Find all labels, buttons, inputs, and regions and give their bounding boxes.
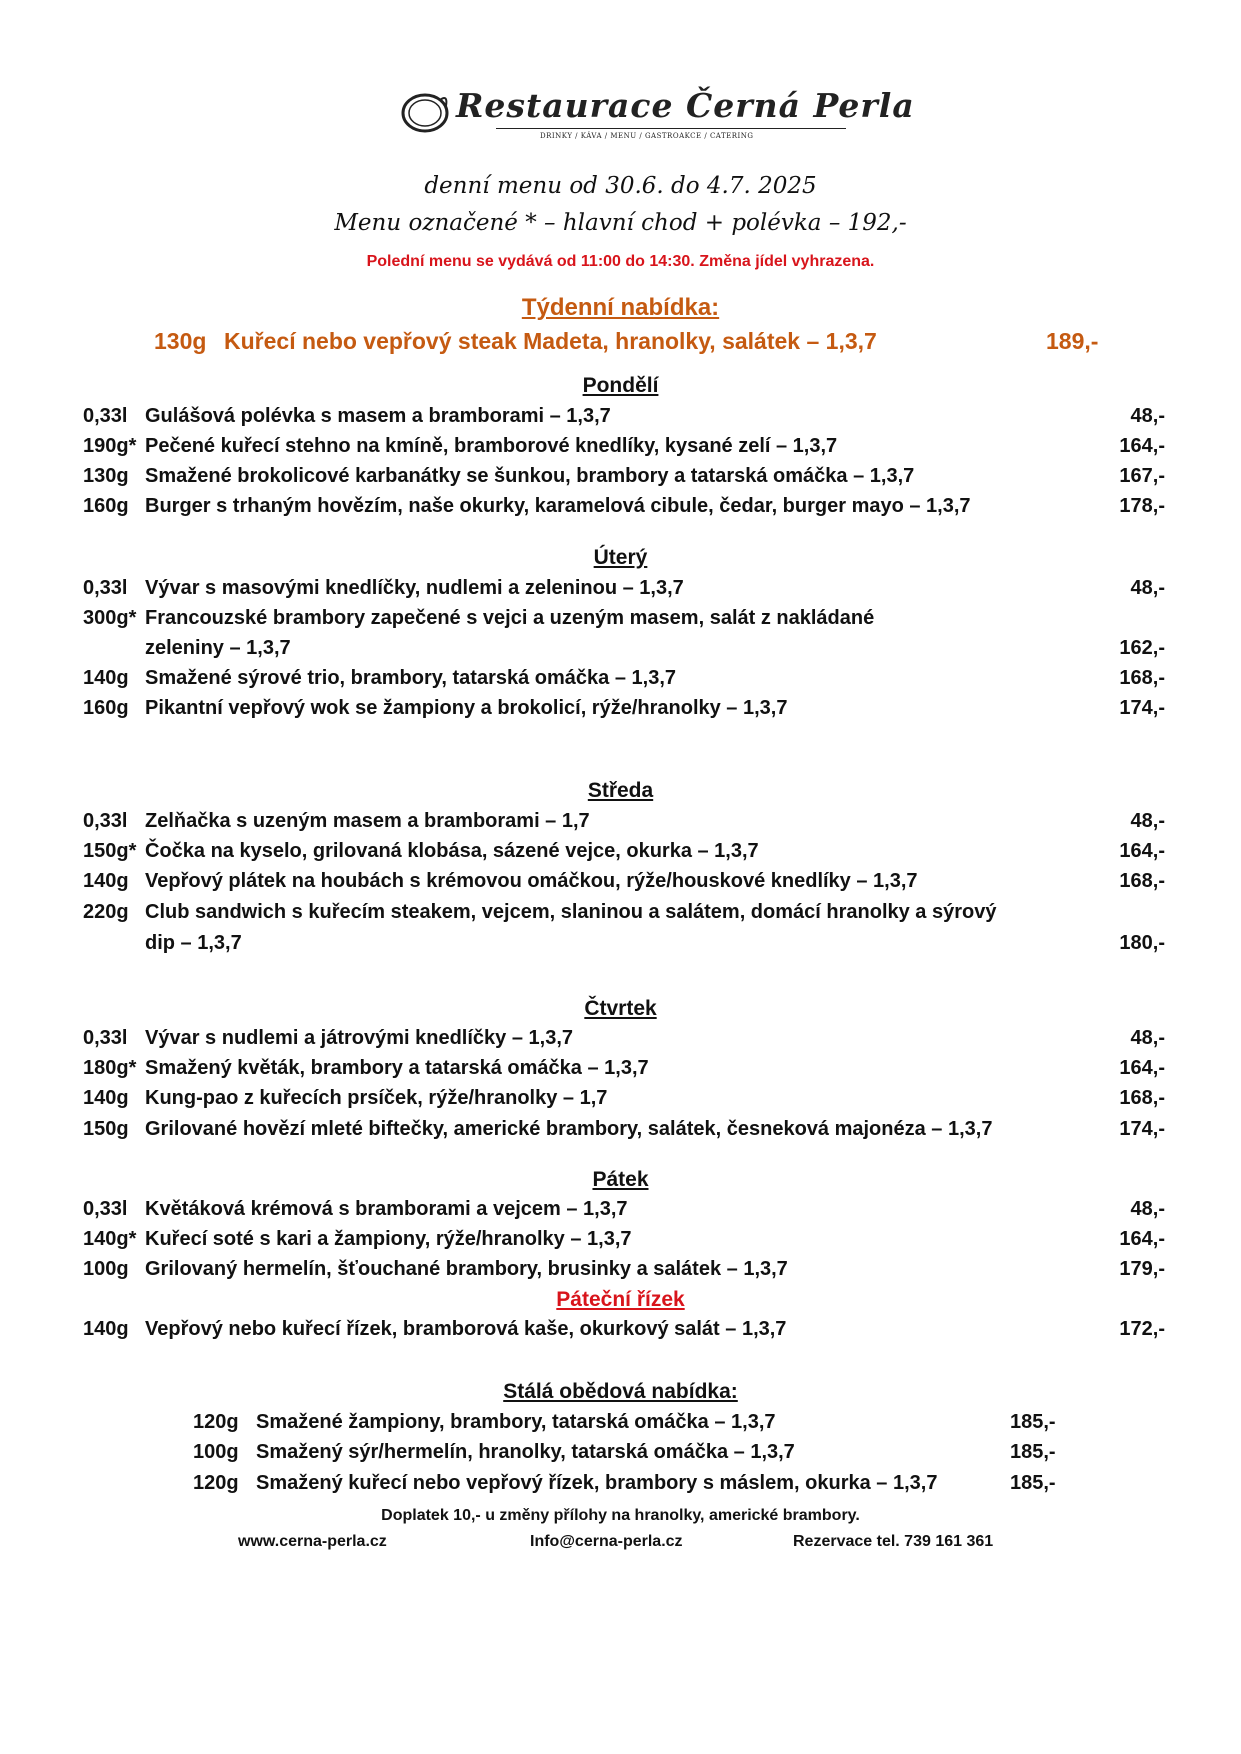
item-name: Grilovaný hermelín, šťouchané brambory, brusinky a salátek – 1,3,7 — [145, 1258, 788, 1280]
menu-item — [0, 607, 1241, 637]
item-name: Zelňačka s uzeným masem a bramborami – 1,7 — [145, 810, 590, 832]
item-weight: 120g — [193, 1472, 239, 1494]
email-link[interactable]: Info@cerna-perla.cz — [530, 1533, 683, 1550]
menu-date-range: denní menu od 30.6. do 4.7. 2025 — [424, 173, 817, 199]
item-name-continued: zeleniny – 1,3,7 — [145, 637, 291, 659]
item-price: 48,- — [1130, 1198, 1165, 1220]
item-name: Smažené žampiony, brambory, tatarská omáčka – 1,3,7 — [256, 1411, 776, 1433]
menu-item — [0, 1027, 1241, 1057]
menu-item — [0, 435, 1241, 465]
item-weight: 180g* — [83, 1057, 137, 1079]
item-price: 48,- — [1130, 810, 1165, 832]
pearl-shell-icon — [400, 90, 450, 134]
item-weight: 100g — [193, 1441, 239, 1463]
reservation-phone[interactable]: Rezervace tel. 739 161 361 — [793, 1533, 994, 1550]
item-name: Francouzské brambory zapečené s vejci a uzeným masem, salát z nakládané — [145, 607, 875, 629]
menu-item — [0, 840, 1241, 870]
menu-item — [0, 1087, 1241, 1117]
item-name: Grilované hovězí mleté biftečky, americké brambory, salátek, česneková majonéza – 1,3,7 — [145, 1118, 993, 1140]
item-name: Čočka na kyselo, grilovaná klobása, sázené vejce, okurka – 1,3,7 — [145, 840, 759, 862]
item-price: 164,- — [1119, 1228, 1165, 1250]
item-price: 185,- — [1010, 1441, 1056, 1463]
item-name: Vývar s masovými knedlíčky, nudlemi a zeleninou – 1,3,7 — [145, 577, 684, 599]
item-weight: 160g — [83, 495, 129, 517]
item-price: 185,- — [1010, 1472, 1056, 1494]
item-weight: 140g — [83, 1087, 129, 1109]
serving-hours-notice: Polední menu se vydává od 11:00 do 14:30. Změna jídel vyhrazena. — [366, 253, 875, 270]
item-name: Kung-pao z kuřecích prsíček, rýže/hranolky – 1,7 — [145, 1087, 608, 1109]
item-price: 164,- — [1119, 435, 1165, 457]
website-link[interactable]: www.cerna-perla.cz — [238, 1533, 387, 1550]
item-weight: 0,33l — [83, 810, 128, 832]
menu-item — [0, 810, 1241, 840]
item-price: 162,- — [1119, 637, 1165, 659]
menu-item-continuation — [0, 637, 1241, 667]
friday-special-heading: Páteční řízek — [556, 1288, 685, 1311]
item-price: 189,- — [1046, 328, 1099, 354]
item-name: Kuřecí soté s kari a žampiony, rýže/hranolky – 1,3,7 — [145, 1228, 632, 1250]
menu-item — [0, 667, 1241, 697]
weekly-offer-title: Týdenní nabídka: — [521, 294, 720, 321]
standing-offer-title: Stálá obědová nabídka: — [503, 1380, 738, 1403]
item-weight: 130g — [83, 465, 129, 487]
item-weight: 0,33l — [83, 405, 128, 427]
item-name: Club sandwich s kuřecím steakem, vejcem, slaninou a salátem, domácí hranolky a sýrový — [145, 901, 997, 923]
item-price: 180,- — [1119, 932, 1165, 954]
day-heading-wednesday: Středa — [587, 779, 654, 802]
menu-item — [0, 1118, 1241, 1148]
item-name: Smažený květák, brambory a tatarská omáčka – 1,3,7 — [145, 1057, 649, 1079]
item-weight: 220g — [83, 901, 129, 923]
item-price: 174,- — [1119, 1118, 1165, 1140]
logo-underline — [496, 128, 846, 129]
day-heading-monday: Pondělí — [582, 374, 659, 397]
item-name: Pikantní vepřový wok se žampiony a brokolicí, rýže/hranolky – 1,3,7 — [145, 697, 788, 719]
menu-item — [0, 465, 1241, 495]
menu-item — [0, 870, 1241, 900]
item-price: 48,- — [1130, 1027, 1165, 1049]
menu-item — [0, 1228, 1241, 1258]
item-name: Burger s trhaným hovězím, naše okurky, karamelová cibule, čedar, burger mayo – 1,3,7 — [145, 495, 971, 517]
menu-item — [0, 1318, 1241, 1348]
item-weight: 140g* — [83, 1228, 137, 1250]
menu-item — [0, 1258, 1241, 1288]
item-price: 167,- — [1119, 465, 1165, 487]
side-dish-surcharge-note: Doplatek 10,- u změny přílohy na hranolky, americké brambory. — [381, 1507, 860, 1524]
item-weight: 120g — [193, 1411, 239, 1433]
day-heading-thursday: Čtvrtek — [584, 997, 657, 1020]
item-weight: 160g — [83, 697, 129, 719]
menu-item — [0, 901, 1241, 931]
item-name: Pečené kuřecí stehno na kmíně, bramborové knedlíky, kysané zelí – 1,3,7 — [145, 435, 838, 457]
standing-item — [0, 1441, 1241, 1471]
item-price: 185,- — [1010, 1411, 1056, 1433]
contact-footer — [0, 1533, 1241, 1557]
restaurant-logo — [400, 86, 915, 148]
item-weight: 100g — [83, 1258, 129, 1280]
menu-item-continuation — [0, 932, 1241, 962]
item-weight: 140g — [83, 667, 129, 689]
item-name: Vepřový nebo kuřecí řízek, bramborová kaše, okurkový salát – 1,3,7 — [145, 1318, 787, 1340]
menu-item — [0, 577, 1241, 607]
menu-item — [0, 495, 1241, 525]
item-price: 168,- — [1119, 1087, 1165, 1109]
item-price: 48,- — [1130, 577, 1165, 599]
item-weight: 150g* — [83, 840, 137, 862]
logo-tagline: DRINKY / KÁVA / MENU / GASTROAKCE / CATERING — [540, 132, 754, 140]
item-name: Květáková krémová s bramborami a vejcem – 1,3,7 — [145, 1198, 628, 1220]
item-name: Smažený sýr/hermelín, hranolky, tatarská omáčka – 1,3,7 — [256, 1441, 795, 1463]
standing-item — [0, 1472, 1241, 1502]
menu-item — [0, 405, 1241, 435]
combo-price-note: Menu označené * – hlavní chod + polévka – 192,- — [334, 210, 907, 236]
item-weight: 130g — [154, 328, 207, 354]
item-weight: 300g* — [83, 607, 137, 629]
menu-item — [0, 1198, 1241, 1228]
item-name: Vepřový plátek na houbách s krémovou omáčkou, rýže/houskové knedlíky – 1,3,7 — [145, 870, 918, 892]
item-price: 168,- — [1119, 870, 1165, 892]
item-price: 164,- — [1119, 1057, 1165, 1079]
item-name: Gulášová polévka s masem a bramborami – 1,3,7 — [145, 405, 611, 427]
item-weight: 140g — [83, 870, 129, 892]
item-name: Vývar s nudlemi a játrovými knedlíčky – 1,3,7 — [145, 1027, 573, 1049]
menu-item — [0, 1057, 1241, 1087]
day-heading-tuesday: Úterý — [593, 546, 648, 569]
logo-name: Restaurace Černá Perla — [456, 86, 915, 125]
weekly-offer-item — [154, 328, 1104, 358]
item-name: Smažené sýrové trio, brambory, tatarská omáčka – 1,3,7 — [145, 667, 677, 689]
item-weight: 140g — [83, 1318, 129, 1340]
item-weight: 150g — [83, 1118, 129, 1140]
item-price: 179,- — [1119, 1258, 1165, 1280]
item-weight: 0,33l — [83, 1198, 128, 1220]
item-price: 172,- — [1119, 1318, 1165, 1340]
item-price: 178,- — [1119, 495, 1165, 517]
item-price: 168,- — [1119, 667, 1165, 689]
standing-item — [0, 1411, 1241, 1441]
item-name: Smažený kuřecí nebo vepřový řízek, brambory s máslem, okurka – 1,3,7 — [256, 1472, 938, 1494]
item-price: 48,- — [1130, 405, 1165, 427]
item-price: 164,- — [1119, 840, 1165, 862]
day-heading-friday: Pátek — [592, 1168, 649, 1191]
item-price: 174,- — [1119, 697, 1165, 719]
menu-item — [0, 697, 1241, 727]
item-name: Smažené brokolicové karbanátky se šunkou, brambory a tatarská omáčka – 1,3,7 — [145, 465, 915, 487]
item-name-continued: dip – 1,3,7 — [145, 932, 242, 954]
item-weight: 190g* — [83, 435, 137, 457]
item-weight: 0,33l — [83, 577, 128, 599]
item-weight: 0,33l — [83, 1027, 128, 1049]
item-name: Kuřecí nebo vepřový steak Madeta, hranolky, salátek – 1,3,7 — [224, 328, 877, 354]
